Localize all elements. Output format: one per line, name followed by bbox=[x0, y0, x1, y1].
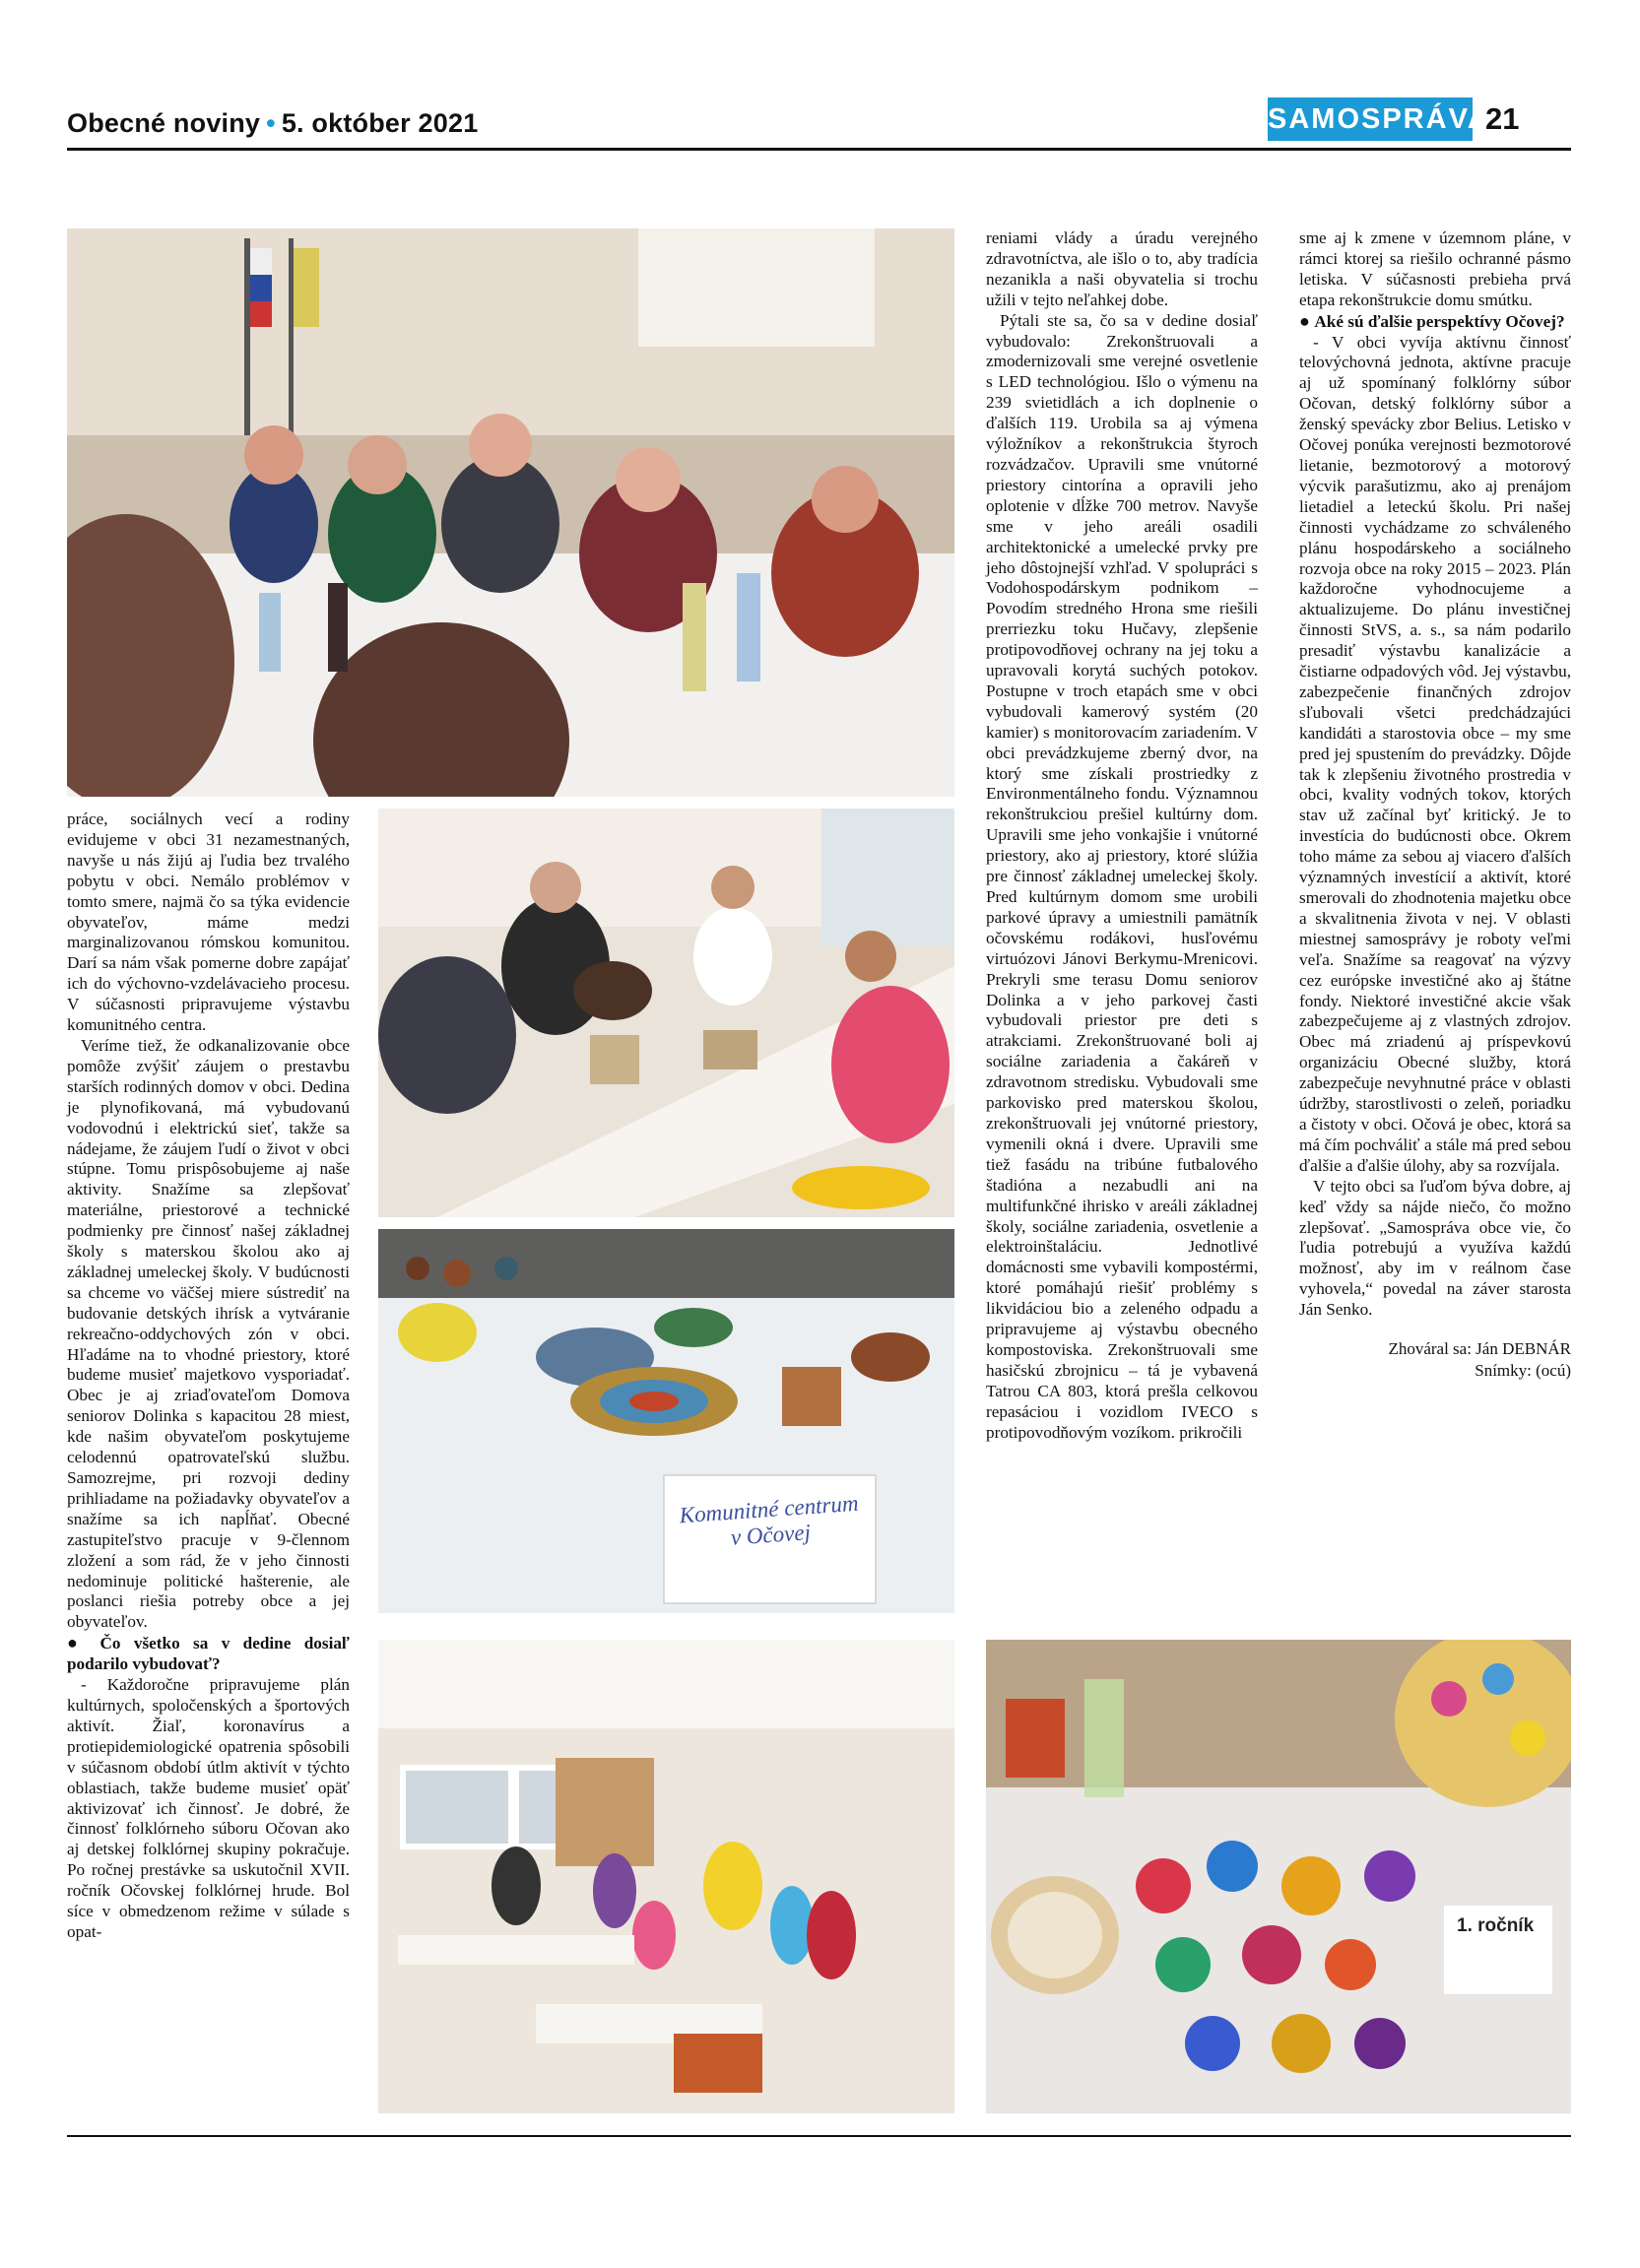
paragraph: sme aj k zmene v územnom pláne, v rámci ktorej sa riešilo ochranné pásmo letiska. V súčasnosti prebieha prvá etapa rekonštrukcie domu smútku. bbox=[1299, 228, 1571, 309]
bullet-icon: ● bbox=[67, 1633, 100, 1653]
column-middle bbox=[986, 228, 1258, 1443]
header-rule bbox=[67, 148, 1571, 151]
paragraph: Veríme tiež, že odkanalizovanie obce pomôže zvýšiť záujem o prestavbu starších rodinných domov v obci. Dedina je plynofikovaná, má vybudovanú vodovodnú i elektrickú sieť, takže sa nádejame, že záujem ľudí o život v obci stúpne. Tomu prispôsobujeme aj naše aktivity. Snažíme sa zlepšovať materiálne, priestorové a technické podmienky pre činnosť našej základnej školy s materskou školou ako aj základnej umeleckej školy. V budúcnosti sa chceme vo väčšej miere sústrediť na budovanie detských ihrísk a vytváranie rekreačno-oddychových zón v obci. Hľadáme na to vhodné priestory, ktoré budeme musieť majetkovo vysporiadať. Obec je aj zriaďovateľom Domova seniorov Dolinka s kapacitou 28 miest, kde našim obyvateľom poskytujeme celodennú opatrovateľskú službu. Samozrejme, pri rozvoji dediny prihliadame na požiadavky obyvateľov a snažíme sa ich napĺňať. Obecné zastupiteľstvo pracuje v 9-člennom zložení a som rád, že v jeho činnosti nedominuje politické hašterenie, ale poslanci riešia potreby obce a jej obyvateľov. bbox=[67, 1035, 350, 1632]
paragraph: práce, sociálnych vecí a rodiny evidujeme v obci 31 nezamestnaných, navyše u nás žijú aj ľudia bez trvalého pobytu v obci. Nemálo problémov v tomto smere, najmä čo sa týka evidencie obyvateľov, máme medzi marginalizovanou rómskou komunitou. Darí sa nám však pomerne dobre zapájať ich do výchovno-vzdelávacieho procesu. V súčasnosti pripravujeme výstavbu komunitného centra. bbox=[67, 810, 350, 1035]
column-right bbox=[1299, 228, 1571, 1382]
separator-dot: • bbox=[266, 108, 276, 138]
footer-rule bbox=[67, 2135, 1571, 2137]
photo-music-workshop bbox=[378, 809, 954, 1217]
interviewer-credit: Zhováral sa: Ján DEBNÁR bbox=[1388, 1339, 1571, 1359]
page-number: 21 bbox=[1485, 101, 1520, 136]
paragraph: reniami vlády a úradu verejného zdravotníctva, ale išlo o to, aby tradícia nezanikla a naši obyvatelia si trochu užili v tejto neľahkej dobe. bbox=[986, 228, 1258, 309]
section-badge: SAMOSPRÁVA bbox=[1268, 97, 1473, 141]
bullet-icon: ● bbox=[1299, 310, 1315, 331]
photo-children-workshop bbox=[378, 1640, 954, 2113]
photo-ceramics-exhibition bbox=[378, 1229, 954, 1613]
community-center-sign: Komunitné centrum v Očovej bbox=[678, 1490, 860, 1550]
column-left bbox=[67, 810, 350, 1943]
interview-question: ● Čo všetko sa v dedine dosiaľ podarilo vybudovať? bbox=[67, 1633, 350, 1674]
paragraph: V tejto obci sa ľuďom býva dobre, aj keď vždy sa nájde niečo, čo možno zlepšovať. „Samospráva obce vie, čo ľudia potrebujú a využíva každú možnosť, aby im v reálnom čase vyhovela,“ povedal na záver starosta Ján Senko. bbox=[1299, 1176, 1571, 1320]
photo-seniors-dinner bbox=[67, 228, 954, 797]
class-label: 1. ročník bbox=[1457, 1915, 1535, 1936]
photo-credit: Snímky: (ocú) bbox=[1475, 1361, 1571, 1381]
paragraph: Pýtali ste sa, čo sa v dedine dosiaľ vybudovalo: Zrekonštruovali a zmodernizovali sme verejné osvetlenie s LED technológiou. Išlo o výmenu na 239 svietidlách a ich doplnenie o ďalších 119. Urobila sa aj výmena výložníkov a rekonštrukcia štyroch rozvádzačov. Upravili sme vnútorné priestory cintorína a opravili jeho oplotenie v dĺžke 700 metrov. Navyše sme v jeho areáli osadili architektonické a umelecké prvky pre jeho dôstojnejší vzhľad. V spolupráci s Vodohospodárskym podnikom – Povodím stredného Hrona sme riešili prerriezku toku Hučavy, zlepšenie protipovodňovej ochrany na jej toku a upravovali korytá suchých potokov. Postupne v troch etapách sme v obci vybudovali kamerový systém (20 kamier) s monitorovacím zariadením. V obci prevádzkujeme zberný dvor, na ktorý sme získali prostriedky z Environmentálneho fondu. Významnou rekonštrukciou prešiel kultúrny dom. Upravili sme jeho vonkajšie i vnútorné priestory, ako aj priestory, ktoré slúžia pre činnosť základnej umeleckej školy. Pred kultúrnym domom sme urobili parkové úpravy a umiestnili pamätník očovskému rodákovi, husľovému virtuózovi Jánovi Berkymu-Mrenicovi. Prekryli sme terasu Domu seniorov Dolinka a v jeho parkovej časti vybudovali priestor pre deti s atrakciami. Zrekonštruované boli aj sociálne zariadenia a čakáreň v zdravotnom stredisku. Vybudovali sme parkovisko pred materskou školou, zrekonštruovali jej vnútorné priestory, vymenili okná i dvere. Upravili sme tiež fasádu na tribúne futbalového štadióna a nezabudli ani na multifunkčné ihrisko v areáli základnej školy, sociálne zariadenia, osvetlenie a elektroinštaláciu. Jednotlivé domácnosti sme vybavili kompostérmi, ktoré pomáhajú riešiť problémy s likvidáciou bio a zeleného odpadu a pripravujeme aj výstavbu obecného kompostoviska. Zrekonštruovali sme hasičskú zbrojnicu – tá je vybavená Tatrou CA 803, ktorá prešla celkovou repasáciou i vozidlom IVECO s protipovodňovým vozíkom. prikročili bbox=[986, 310, 1258, 1442]
paragraph: - Každoročne pripravujeme plán kultúrnych, spoločenských a športových aktivít. Žiaľ, koronavírus a protiepidemiologické opatrenia spôsobili v súčasnom období útlm aktivít v týchto oblastiach, takže budeme musieť opäť aktivizovať ich činnosť. Je dobré, že činnosť folklórneho súboru Očovan ako aj detskej folklórnej skupiny pokračuje. Po ročnej prestávke sa uskutočnil XVII. ročník Očovskej folklórnej hrude. Bol síce v obmedzenom režime v súlade s opat- bbox=[67, 1675, 350, 1941]
issue-date: 5. október 2021 bbox=[281, 108, 479, 138]
photo-easter-crafts bbox=[986, 1640, 1571, 2113]
byline bbox=[1299, 1338, 1571, 1382]
publication-name: Obecné noviny bbox=[67, 108, 261, 138]
paragraph: - V obci vyvíja aktívnu činnosť telovýchovná jednota, aktívne pracuje aj už spomínaný folklórny súbor Očovan, detský folklórny súbor a ženský spevácky zbor Belius. Letisko v Očovej ponúka verejnosti bezmotorové lietanie, bezmotorový a motorový výcvik parašutizmu, ako aj prenájom lietadiel a leteckú školu. Pri našej činnosti vychádzame zo schváleného plánu hospodárskeho a sociálneho rozvoja obce na roky 2015 – 2023. Plán každoročne vyhodnocujeme a aktualizujeme. Do plánu investičnej činnosti StVS, a. s., sa nám podarilo presadiť výstavbu kanalizácie a čistiarne odpadových vôd. Jej výstavbu, zabezpečenie finančných zdrojov sľubovali všetci predchádzajúci kandidáti a starostovia obce – my sme pred jej spustením do prevádzky. Dôjde tak k zlepšeniu životného prostredia v obci, kvality vodných tokov, ktorých stav už začínal byť kritický. Je to investícia do budúcnosti obce. Okrem toho máme za sebou aj viacero ďalších významných investícií a aktivít, ktoré smerovali do zhodnotenia majetku obce a skvalitnenia života v nej. V oblasti miestnej samosprávy je roboty veľmi veľa. Snažíme sa reagovať na výzvy cez európske investičné ako aj štátne fondy. Niektoré investičné akcie však zabezpečujeme aj z vlastných zdrojov. Obec má zriadenú aj príspevkovú organizáciu Obecné služby, ktorá zabezpečuje nevyhnutné práce v oblasti údržby, starostlivosti o zeleň, poriadku a čistoty v obci. Očová je obec, ktorá sa má čím pochváliť a stále má pred sebou ďalšie a ďalšie úlohy, aby sa rozvíjala. bbox=[1299, 332, 1571, 1175]
masthead bbox=[67, 108, 478, 139]
interview-question: ● Aké sú ďalšie perspektívy Očovej? bbox=[1299, 310, 1565, 331]
